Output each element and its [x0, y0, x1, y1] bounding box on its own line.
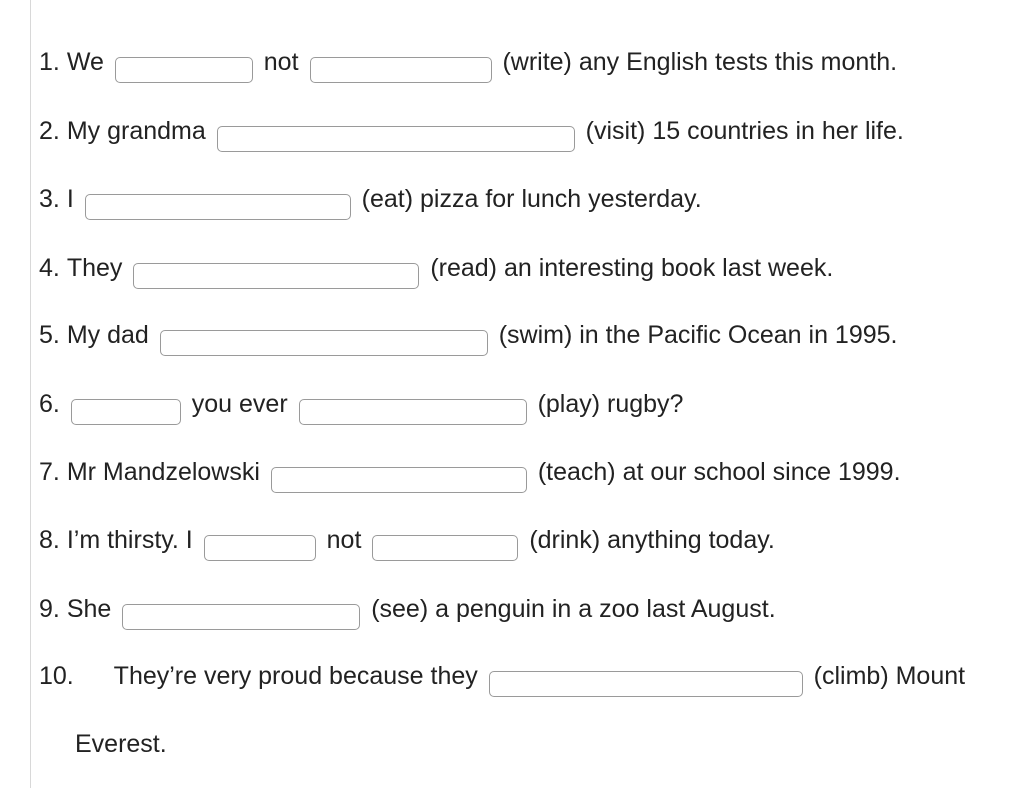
item-text: (see) a penguin in a zoo last August.: [371, 595, 776, 623]
item-text: We: [66, 48, 104, 76]
item-number: 2.: [39, 117, 60, 145]
exercise-item-10: [39, 656, 965, 696]
item-text: you ever: [191, 390, 288, 418]
answer-field-5[interactable]: [160, 330, 488, 356]
item-text: (read) an interesting book last week.: [430, 254, 834, 282]
item-text: (eat) pizza for lunch yesterday.: [361, 185, 702, 213]
answer-field-6a[interactable]: [71, 399, 181, 425]
worksheet-page: [30, 0, 1015, 788]
item-text: (play) rugby?: [537, 390, 684, 418]
item-text: My dad: [66, 321, 149, 349]
answer-field-9[interactable]: [122, 604, 360, 630]
answer-field-4[interactable]: [133, 263, 419, 289]
exercise-item-4: [39, 248, 833, 288]
exercise-item-5: [39, 315, 897, 355]
exercise-item-8: [39, 520, 775, 560]
item-text: They: [66, 254, 123, 282]
answer-field-10[interactable]: [489, 671, 803, 697]
item-text: (swim) in the Pacific Ocean in 1995.: [498, 321, 898, 349]
item-text: I’m thirsty. I: [66, 526, 193, 554]
item-text: not: [326, 526, 362, 554]
answer-field-1b[interactable]: [310, 57, 492, 83]
item-number: 3.: [39, 185, 60, 213]
item-number: 9.: [39, 595, 60, 623]
answer-field-8b[interactable]: [372, 535, 518, 561]
item-number: 4.: [39, 254, 60, 282]
item-number: 1.: [39, 48, 60, 76]
item-text: They’re very proud because they: [113, 662, 478, 690]
answer-field-8a[interactable]: [204, 535, 316, 561]
item-text: My grandma: [66, 117, 206, 145]
item-text: (teach) at our school since 1999.: [537, 458, 901, 486]
exercise-item-9: [39, 589, 776, 629]
answer-field-2[interactable]: [217, 126, 575, 152]
item-number: 5.: [39, 321, 60, 349]
exercise-item-2: [39, 111, 904, 151]
exercise-item-1: [39, 42, 897, 82]
answer-field-3[interactable]: [85, 194, 351, 220]
item-number: 10.: [39, 662, 74, 690]
item-number: 8.: [39, 526, 60, 554]
item-text: She: [66, 595, 112, 623]
answer-field-6b[interactable]: [299, 399, 527, 425]
exercise-item-3: [39, 179, 702, 219]
item-text: (drink) anything today.: [529, 526, 775, 554]
item-text: I: [66, 185, 74, 213]
item-text: (visit) 15 countries in her life.: [585, 117, 904, 145]
exercise-item-7: [39, 452, 901, 492]
item-text: (climb) Mount: [813, 662, 966, 690]
item-text: Mr Mandzelowski: [66, 458, 260, 486]
item-text: (write) any English tests this month.: [502, 48, 898, 76]
answer-field-1a[interactable]: [115, 57, 253, 83]
exercise-item-10-continuation: [75, 724, 167, 764]
answer-field-7[interactable]: [271, 467, 527, 493]
exercise-item-6: [39, 384, 683, 424]
item-text: not: [263, 48, 299, 76]
item-number: 7.: [39, 458, 60, 486]
item-text: Everest.: [75, 730, 167, 758]
item-number: 6.: [39, 390, 60, 418]
